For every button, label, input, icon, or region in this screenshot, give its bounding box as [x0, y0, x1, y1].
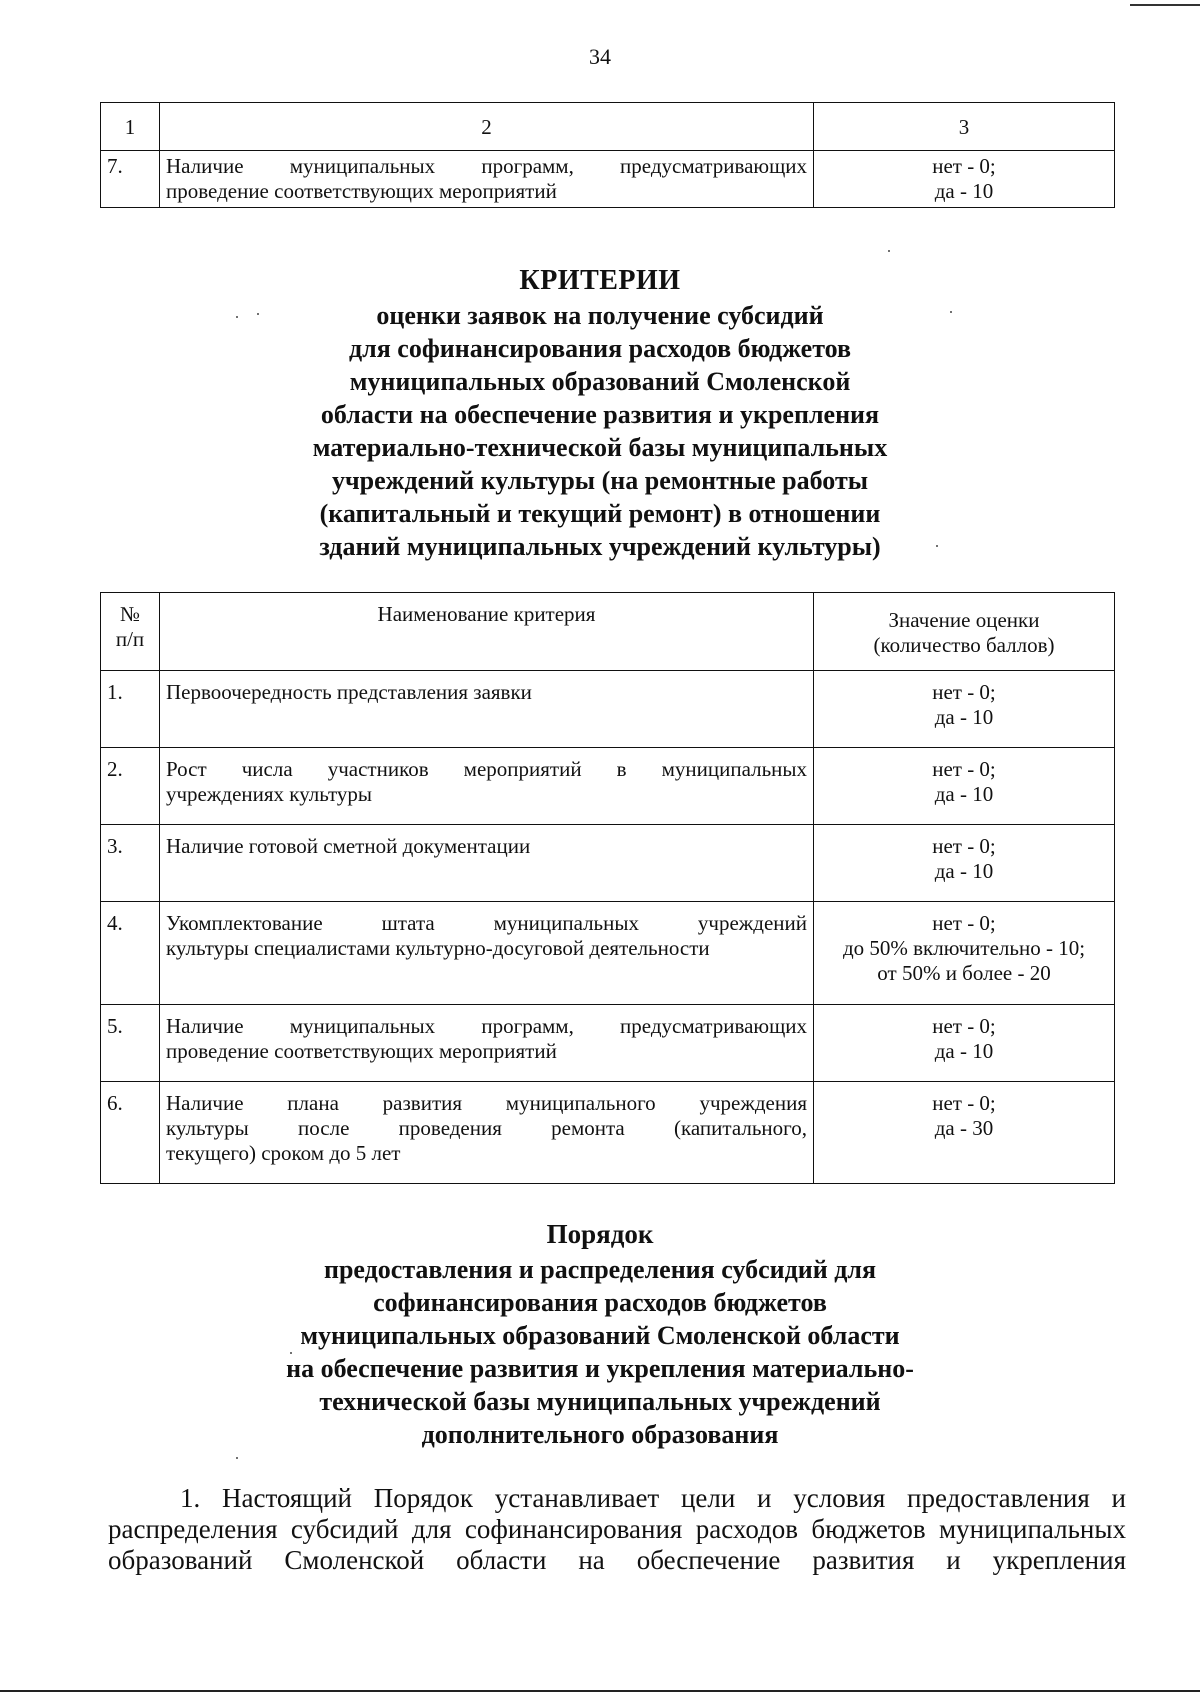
paragraph-line: распределения субсидий для софинансирования расходов бюджетов муниципальных	[108, 1514, 1126, 1544]
table-row	[101, 151, 1115, 208]
paragraph-line: образований Смоленской области на обеспечение развития и укрепления	[108, 1545, 1126, 1575]
value-line: да - 30	[934, 1116, 994, 1140]
heading-line: муниципальных образований Смоленской	[349, 367, 851, 396]
value-line: нет - 0;	[932, 834, 996, 858]
criterion-name	[160, 671, 814, 748]
table-row	[101, 825, 1115, 902]
scan-speck	[257, 313, 259, 315]
paragraph-line: 1. Настоящий Порядок устанавливает цели и условия предоставления и	[180, 1483, 1126, 1513]
criterion-value	[814, 151, 1115, 208]
criterion-line: культуры после проведения ремонта (капитального,	[166, 1116, 807, 1140]
scan-speck	[236, 1457, 238, 1459]
table-header-row	[101, 593, 1115, 671]
column-number-1: 1	[101, 103, 160, 151]
value-line: нет - 0;	[932, 1014, 996, 1038]
criteria-heading	[0, 264, 1200, 563]
header-number-line: п/п	[115, 627, 145, 651]
criterion-name	[160, 151, 814, 208]
heading-line: технической базы муниципальных учреждений	[319, 1387, 881, 1416]
criterion-line: Наличие плана развития муниципального учреждения	[166, 1091, 807, 1115]
criterion-name	[160, 1005, 814, 1082]
criterion-line: Наличие муниципальных программ, предусматривающих	[166, 154, 807, 178]
value-line: нет - 0;	[932, 757, 996, 781]
value-line: да - 10	[934, 859, 994, 883]
row-number: 4.	[101, 902, 160, 1005]
page-number: 34	[589, 44, 611, 69]
column-number-2: 2	[160, 103, 814, 151]
table-row	[101, 902, 1115, 1005]
header-number	[101, 593, 160, 671]
criterion-line: Укомплектование штата муниципальных учреждений	[166, 911, 807, 935]
criterion-value	[814, 1082, 1115, 1184]
scan-speck	[888, 250, 890, 252]
criterion-value	[814, 825, 1115, 902]
scan-speck	[950, 311, 952, 313]
heading-line: предоставления и распределения субсидий для	[323, 1255, 877, 1284]
header-score-line: Значение оценки	[888, 608, 1040, 632]
table-header-row	[101, 103, 1115, 151]
criterion-value	[814, 902, 1115, 1005]
header-number-line: №	[119, 602, 141, 626]
header-score	[814, 593, 1115, 671]
scan-speck	[236, 316, 238, 318]
heading-line: муниципальных образований Смоленской области	[300, 1321, 900, 1350]
scan-speck	[290, 1352, 292, 1354]
value-line: да - 10	[934, 1039, 994, 1063]
value-line: нет - 0;	[932, 1091, 996, 1115]
scan-speck	[936, 545, 938, 547]
criterion-name	[160, 902, 814, 1005]
value-line: да - 10	[934, 179, 994, 203]
table-row	[101, 1005, 1115, 1082]
row-number: 5.	[101, 1005, 160, 1082]
table-row	[101, 671, 1115, 748]
criterion-value	[814, 671, 1115, 748]
page-edge-mark	[1130, 4, 1200, 6]
criterion-name	[160, 748, 814, 825]
table-row	[101, 1082, 1115, 1184]
value-line: да - 10	[934, 705, 994, 729]
header-score-line: (количество баллов)	[873, 633, 1055, 657]
criteria-heading-main: КРИТЕРИИ	[519, 265, 681, 296]
row-number: 3.	[101, 825, 160, 902]
heading-line: зданий муниципальных учреждений культуры)	[319, 532, 881, 561]
column-number-3: 3	[814, 103, 1115, 151]
criterion-line: Наличие готовой сметной документации	[166, 834, 531, 858]
criterion-line: Рост числа участников мероприятий в муниципальных	[166, 757, 807, 781]
value-line: до 50% включительно - 10;	[842, 936, 1086, 960]
header-criterion-name: Наименование критерия	[160, 593, 814, 671]
heading-line: области на обеспечение развития и укрепления	[320, 400, 880, 429]
order-heading-main: Порядок	[546, 1219, 654, 1249]
heading-line: материально-технической базы муниципальных	[312, 433, 888, 462]
row-number: 7.	[101, 151, 160, 208]
criterion-value	[814, 748, 1115, 825]
row-number: 6.	[101, 1082, 160, 1184]
criterion-line: учреждениях культуры	[166, 782, 373, 806]
criterion-name	[160, 825, 814, 902]
criterion-name	[160, 1082, 814, 1184]
heading-line: дополнительного образования	[421, 1420, 779, 1449]
value-line: нет - 0;	[932, 911, 996, 935]
criterion-line: проведение соответствующих мероприятий	[166, 1039, 557, 1063]
order-heading	[0, 1218, 1200, 1451]
page-bottom-border	[0, 1690, 1200, 1692]
body-paragraph	[108, 1483, 1126, 1576]
heading-line: учреждений культуры (на ремонтные работы	[331, 466, 869, 495]
row-number: 2.	[101, 748, 160, 825]
row-number: 1.	[101, 671, 160, 748]
value-line: нет - 0;	[932, 680, 996, 704]
criterion-value	[814, 1005, 1115, 1082]
criterion-line: культуры специалистами культурно-досуговой деятельности	[166, 936, 710, 960]
table-row	[101, 748, 1115, 825]
heading-line: на обеспечение развития и укрепления материально-	[286, 1354, 914, 1383]
heading-line: (капитальный и текущий ремонт) в отношении	[319, 499, 881, 528]
criterion-line: Первоочередность представления заявки	[166, 680, 532, 704]
criterion-line: текущего) сроком до 5 лет	[166, 1141, 401, 1165]
value-line: от 50% и более - 20	[877, 961, 1051, 985]
continuation-table	[100, 102, 1115, 208]
criterion-line: проведение соответствующих мероприятий	[166, 179, 557, 203]
heading-line: оценки заявок на получение субсидий	[376, 301, 824, 330]
value-line: да - 10	[934, 782, 994, 806]
heading-line: для софинансирования расходов бюджетов	[348, 334, 852, 363]
value-line: нет - 0;	[932, 154, 996, 178]
heading-line: софинансирования расходов бюджетов	[373, 1288, 827, 1317]
criteria-table	[100, 592, 1115, 1184]
criterion-line: Наличие муниципальных программ, предусматривающих	[166, 1014, 807, 1038]
